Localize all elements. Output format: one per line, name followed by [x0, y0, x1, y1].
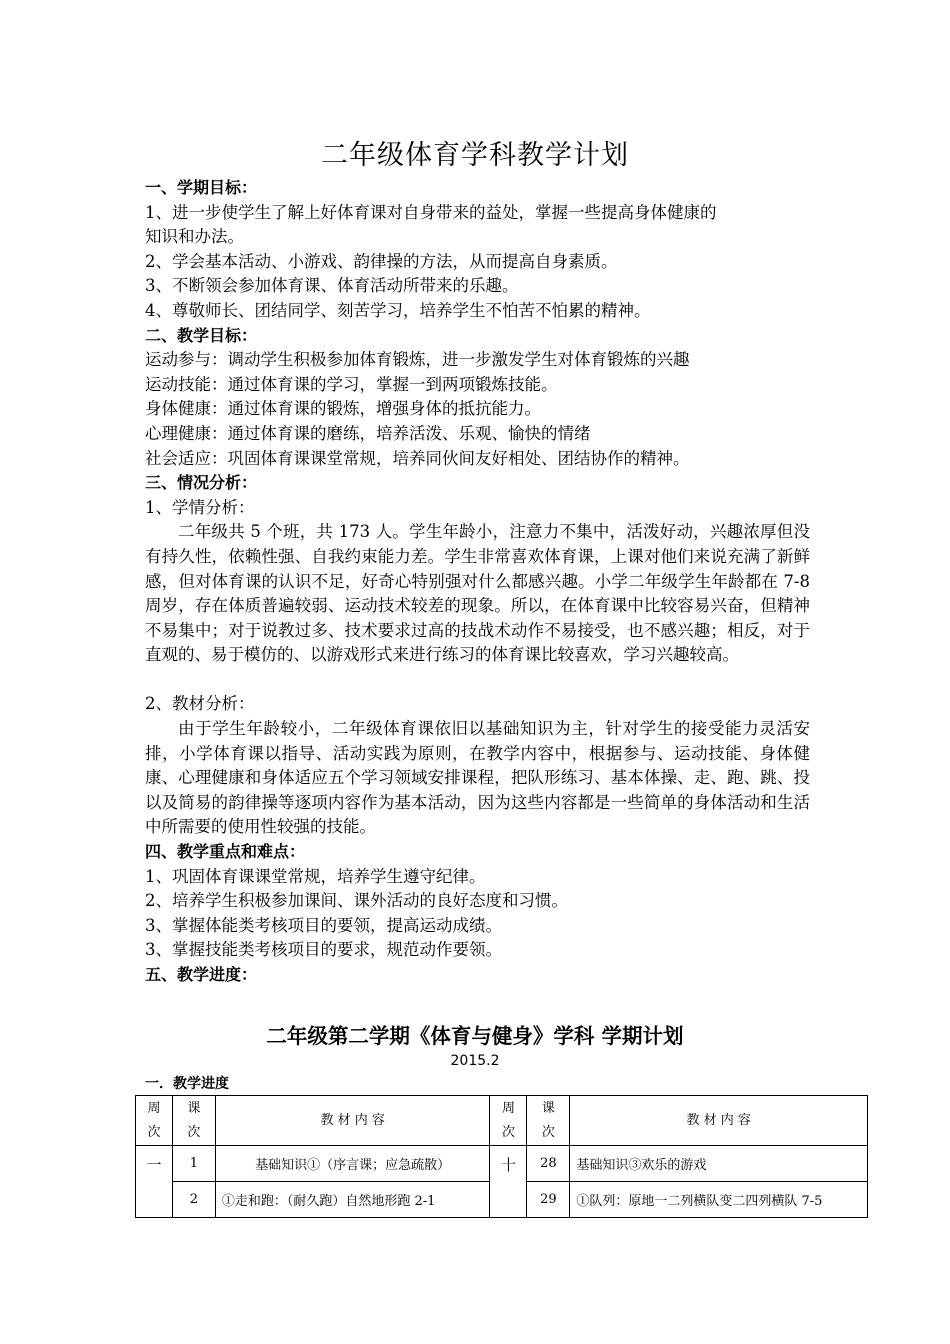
goal-item: 1、进一步使学生了解上好体育课对自身带来的益处，掌握一些提高身体健康的 [145, 202, 717, 222]
key-point-item: 3、掌握技能类考核项目的要求，规范动作要领。 [145, 940, 502, 960]
header-content: 教 材 内 容 [570, 1096, 868, 1146]
section-heading-key-points: 四、教学重点和难点： [145, 842, 306, 862]
teaching-goal-item: 运动技能：通过体育课的学习，掌握一到两项锻炼技能。 [145, 374, 558, 394]
header-week: 周 次 [136, 1096, 173, 1146]
week-cell: 十 [490, 1146, 527, 1218]
teaching-progress-table [135, 1095, 868, 1218]
plan-section-label: 一．教学进度 [145, 1076, 229, 1092]
analysis-paragraph-students: 二年级共 5 个班，共 173 人。学生年龄小，注意力不集中，活泼好动，兴趣浓厚但没有持久性，依赖性强、自我约束能力差。学生非常喜欢体育课，上课对他们来说充满了新鲜感，但对体育课的认识不足，好奇心特别强对什么都感兴趣。小学二年级学生年龄都在 7-8 周岁，存在体质普遍较弱、运动技术较差的现象。所以，在体育课中比较容易兴奋，但精神不易集中；对于说教过多、技术要求过高的技战术动作不易接受，也不感兴趣；相反，对于直观的、易于模仿的、以游戏形式来进行练习的体育课比较喜欢，学习兴趣较高。 [145, 522, 810, 665]
content-cell: ①走和跑：（耐久跑）自然地形跑 2-1 [215, 1182, 490, 1218]
lesson-cell: 29 [527, 1182, 570, 1218]
key-point-item: 2、培养学生积极参加课间、课外活动的良好态度和习惯。 [145, 891, 568, 911]
goal-item: 知识和办法。 [145, 227, 244, 247]
content-cell: 基础知识①（序言课；应急疏散） [215, 1146, 490, 1182]
table-header-row [136, 1096, 868, 1146]
analysis-subheading-students: 1、学情分析： [145, 497, 255, 517]
content-cell: 基础知识③欢乐的游戏 [570, 1146, 868, 1182]
section-heading-progress: 五、教学进度： [145, 965, 258, 984]
table-row [136, 1146, 868, 1182]
section-heading-goals: 一、学期目标： [145, 178, 258, 197]
teaching-goal-item: 心理健康：通过体育课的磨练，培养活泼、乐观、愉快的情绪 [145, 423, 591, 443]
key-point-item: 3、掌握体能类考核项目的要领，提高运动成绩。 [145, 915, 502, 935]
analysis-subheading-materials: 2、教材分析： [145, 694, 255, 714]
content-cell: ①队列：原地一二列横队变二四列横队 7-5 [570, 1182, 868, 1218]
analysis-paragraph-materials: 由于学生年龄较小，二年级体育课依旧以基础知识为主，针对学生的接受能力灵活安排，小学体育课以指导、活动实践为原则，在教学内容中，根据参与、运动技能、身体健康、心理健康和身体适应五个学习领域安排课程，把队形练习、基本体操、走、跑、跳、投以及简易的韵律操等逐项内容作为基本活动，因为这些内容都是一些简单的身体活动和生活中所需要的使用性较强的技能。 [145, 719, 810, 837]
teaching-goal-item: 运动参与：调动学生积极参加体育锻炼，进一步激发学生对体育锻炼的兴趣 [145, 350, 690, 370]
section-heading-teaching-goals: 二、教学目标： [145, 325, 258, 345]
teaching-goal-item: 身体健康：通过体育课的锻炼，增强身体的抵抗能力。 [145, 399, 541, 419]
header-week: 周 次 [490, 1096, 527, 1146]
lesson-cell: 28 [527, 1146, 570, 1182]
week-cell: 一 [136, 1146, 173, 1218]
lesson-cell: 2 [172, 1182, 215, 1218]
lesson-cell: 1 [172, 1146, 215, 1182]
plan-title: 二年级第二学期《体育与健身》学科 学期计划 [266, 1024, 684, 1048]
header-lesson: 课 次 [527, 1096, 570, 1146]
plan-date: 2015.2 [450, 1053, 500, 1069]
teaching-goal-item: 社会适应：巩固体育课课堂常规，培养同伙间友好相处、团结协作的精神。 [145, 448, 690, 468]
document-title: 二年级体育学科教学计划 [321, 140, 629, 171]
paragraph-spacer [145, 668, 810, 693]
goal-item: 4、尊敬师长、团结同学、刻苦学习，培养学生不怕苦不怕累的精神。 [145, 300, 651, 320]
section-heading-analysis: 三、情况分析： [145, 473, 258, 493]
header-lesson: 课 次 [172, 1096, 215, 1146]
header-content: 教 材 内 容 [215, 1096, 490, 1146]
goal-item: 2、学会基本活动、小游戏、韵律操的方法，从而提高自身素质。 [145, 251, 618, 271]
key-point-item: 1、巩固体育课课堂常规，培养学生遵守纪律。 [145, 866, 486, 886]
goal-item: 3、不断领会参加体育课、体育活动所带来的乐趣。 [145, 276, 519, 296]
document-body [145, 176, 810, 988]
